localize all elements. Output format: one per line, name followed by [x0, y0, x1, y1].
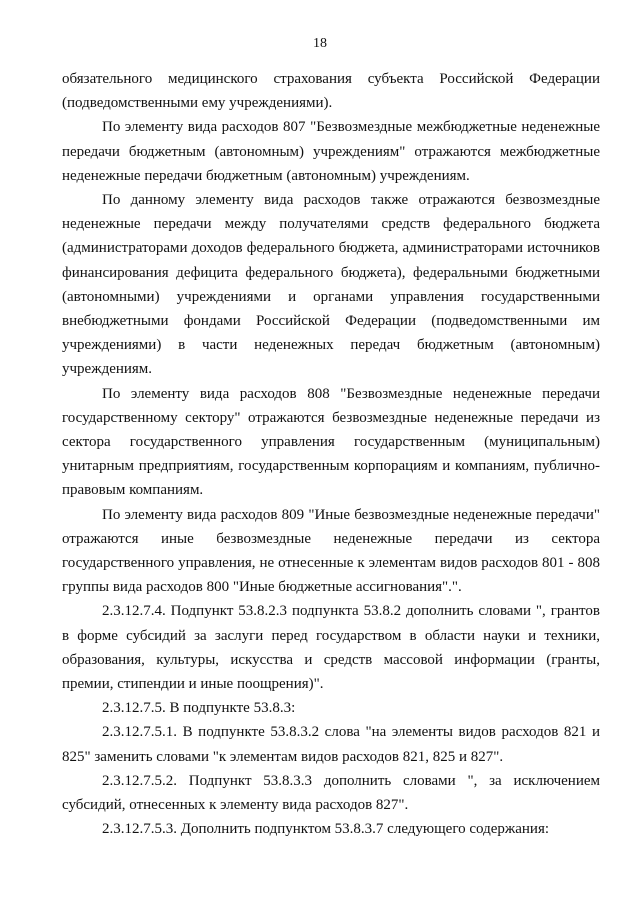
document-body: [62, 67, 600, 842]
paragraph-non-monetary-transfers: По данному элементу вида расходов также отражаются безвозмездные неденежные передачи между получателями средств федерального бюджета (администраторами доходов федерального бюджета, администраторами источников финансирования дефицита федерального бюджета), федеральными бюджетными (автономными) учреждениями и органами управления государственными внебюджетными фондами Российской Федерации (подведомственными им учреждениями) в части неденежных передач бюджетным (автономным) учреждениям.: [62, 192, 600, 378]
paragraph-2-3-12-7-5: 2.3.12.7.5. В подпункте 53.8.3:: [102, 700, 296, 717]
page-number: 18: [313, 36, 327, 51]
paragraph-element-807: По элементу вида расходов 807 "Безвозмездные межбюджетные неденежные передачи бюджетным (автономным) учреждениям" отражаются межбюджетные неденежные передачи бюджетным (автономным) учреждениям.: [62, 119, 600, 184]
paragraph-2-3-12-7-5-1: 2.3.12.7.5.1. В подпункте 53.8.3.2 слова "на элементы видов расходов 821 и 825" заменить словами "к элементам видов расходов 821, 825 и 827".: [62, 724, 600, 765]
paragraph-2-3-12-7-5-3: 2.3.12.7.5.3. Дополнить подпунктом 53.8.3.7 следующего содержания:: [102, 821, 550, 838]
paragraph-element-808: По элементу вида расходов 808 "Безвозмездные неденежные передачи государственному сектору" отражаются безвозмездные неденежные передачи из сектора государственного управления государственным (муниципальным) унитарным предприятиям, государственным корпорациям и компаниям, публично-правовым компаниям.: [62, 385, 600, 499]
paragraph-2-3-12-7-5-2: 2.3.12.7.5.2. Подпункт 53.8.3.3 дополнить словами ", за исключением субсидий, отнесенных к элементу вида расходов 827".: [62, 772, 600, 814]
paragraph-continuation: обязательного медицинского страхования субъекта Российской Федерации (подведомственными ему учреждениями).: [62, 71, 600, 112]
paragraph-2-3-12-7-4: 2.3.12.7.4. Подпункт 53.8.2.3 подпункта 53.8.2 дополнить словами ", грантов в форме субсидий за заслуги перед государством в области науки и техники, образования, культуры, искусства и средств массовой информации (гранты, премии, стипендии и иные поощрения)".: [62, 603, 600, 693]
paragraph-element-809: По элементу вида расходов 809 "Иные безвозмездные неденежные передачи" отражаются иные безвозмездные неденежные передачи из сектора государственного управления, не отнесенные к элементам видов расходов 801 - 808 группы вида расходов 800 "Иные бюджетные ассигнования".".: [62, 506, 600, 596]
